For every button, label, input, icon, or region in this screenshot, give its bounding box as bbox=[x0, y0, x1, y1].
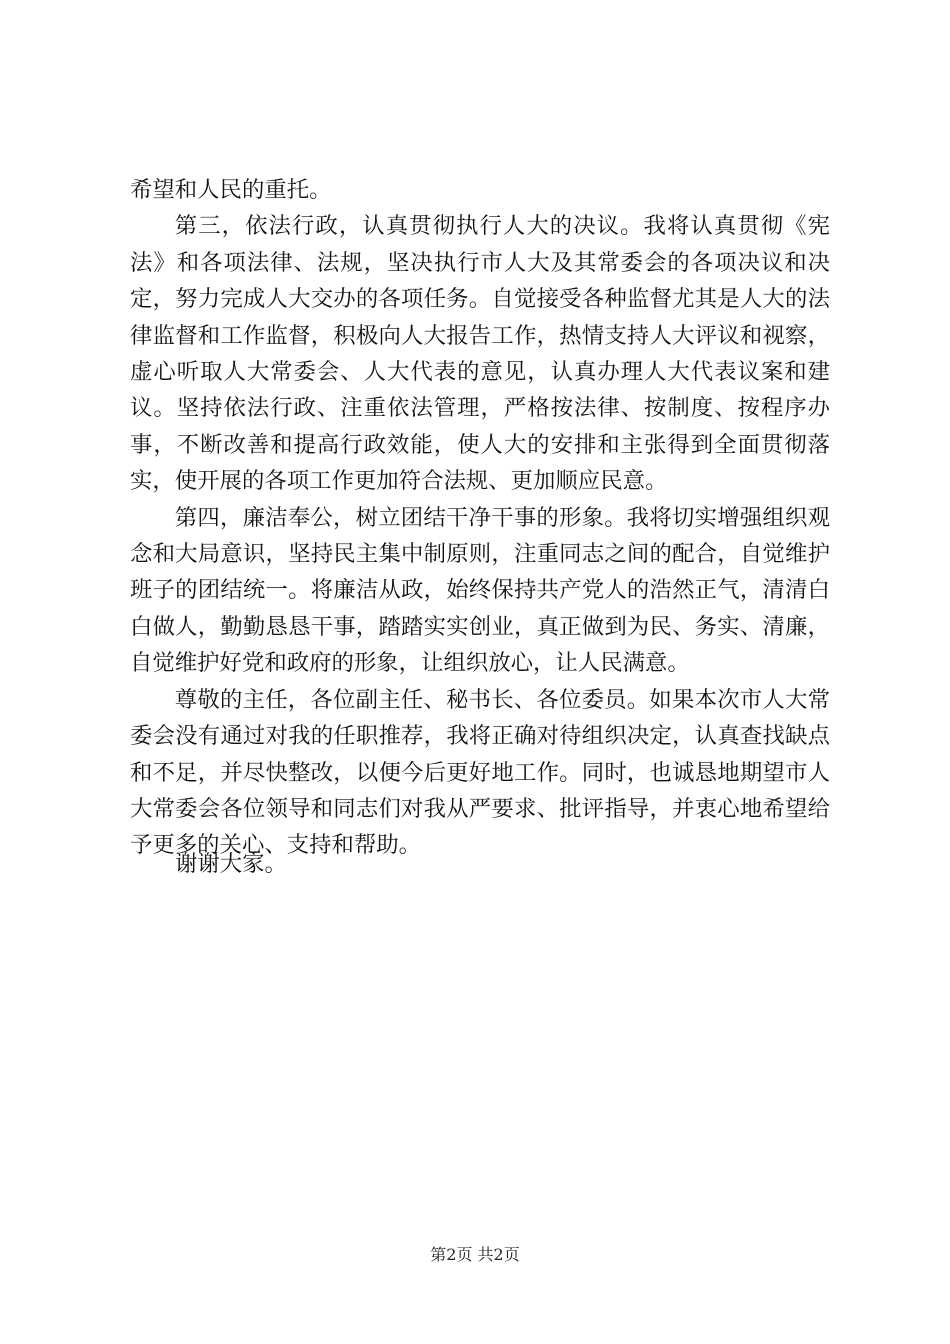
document-body bbox=[130, 172, 830, 864]
paragraph-address: 尊敬的主任，各位副主任、秘书长、各位委员。如果本次市人大常委会没有通过对我的任职推荐，我将正确对待组织决定，认真查找缺点和不足，并尽快整改，以便今后更好地工作。同时，也诚恳地期望市人大常委会各位领导和同志们对我从严要求、批评指导，并衷心地希望给予更多的关心、支持和帮助。 bbox=[130, 686, 830, 859]
page-footer: 第2页 共2页 bbox=[430, 1245, 520, 1264]
closing-thanks: 谢谢大家。 bbox=[175, 851, 287, 877]
paragraph-third-point: 第三，依法行政，认真贯彻执行人大的决议。我将认真贯彻《宪法》和各项法律、法规，坚决执行市人大及其常委会的各项决议和决定，努力完成人大交办的各项任务。自觉接受各种监督尤其是人大的法律监督和工作监督，积极向人大报告工作，热情支持人大评议和视察，虚心听取人大常委会、人大代表的意见，认真办理人大代表议案和建议。坚持依法行政、注重依法管理，严格按法律、按制度、按程序办事，不断改善和提高行政效能，使人大的安排和主张得到全面贯彻落实，使开展的各项工作更加符合法规、更加顺应民意。 bbox=[130, 213, 830, 495]
paragraph-continuation: 希望和人民的重托。 bbox=[130, 177, 332, 203]
paragraph-fourth-point: 第四，廉洁奉公，树立团结干净干事的形象。我将切实增强组织观念和大局意识，坚持民主集中制原则，注重同志之间的配合，自觉维护班子的团结统一。将廉洁从政，始终保持共产党人的浩然正气，清清白白做人，勤勤恳恳干事，踏踏实实创业，真正做到为民、务实、清廉，自觉维护好党和政府的形象，让组织放心，让人民满意。 bbox=[130, 504, 830, 677]
